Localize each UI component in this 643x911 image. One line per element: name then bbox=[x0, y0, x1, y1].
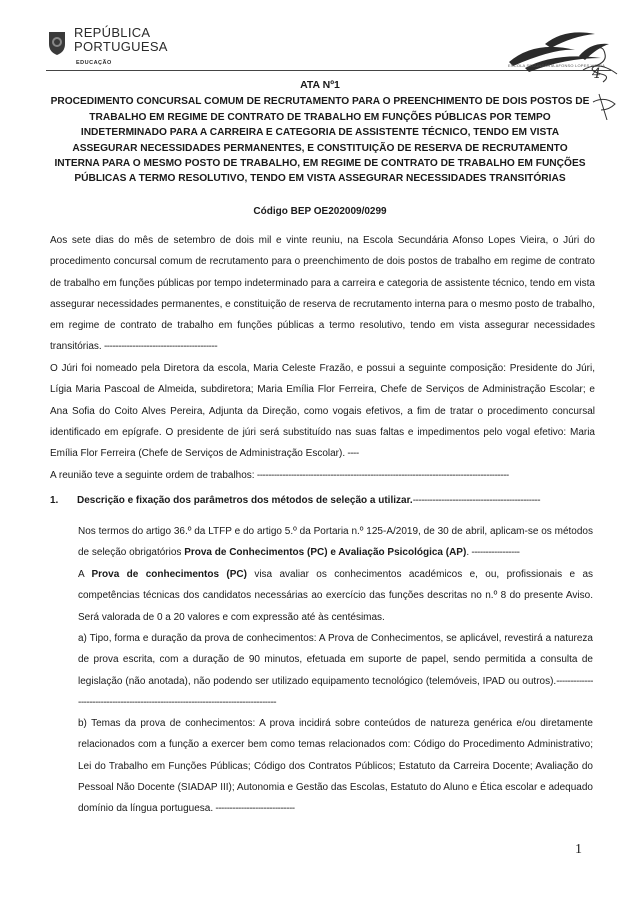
section-1-paragraph-1: Nos termos do artigo 36.º da LTFP e do artigo 5.º da Portaria n.º 125-A/2019, de 30 de abril, aplicam-se os métodos de seleção obrigatórios Prova de Conhecimentos (PC) e Avaliação Psicológica (AP). ----------------- bbox=[78, 526, 593, 559]
education-label: EDUCAÇÃO bbox=[76, 60, 112, 66]
section-1-paragraph-2: A Prova de conhecimentos (PC) visa avaliar os conhecimentos académicos e, ou, profissionais e as competências técnicas dos candidatos necessárias ao exercício das funções descritas no n.º 8 do presente Aviso. Será valorada de 0 a 20 valores e com expressão até às centésimas. bbox=[78, 569, 594, 623]
intro-paragraph-3: A reunião teve a seguinte ordem de trabalhos: ----------------------------------------------------------------------------------------- bbox=[50, 470, 509, 481]
bep-code: Código BEP OE202009/0299 bbox=[253, 206, 387, 217]
document-title bbox=[50, 78, 590, 187]
page-header bbox=[0, 0, 643, 80]
intro-paragraph-1: Aos sete dias do mês de setembro de dois mil e vinte reuniu, na Escola Secundária Afonso Lopes Vieira, o Júri do procedimento concursal comum de recrutamento para o preenchimento de dois postos de trabalho em regime de contrato de trabalho em funções públicas por tempo indeterminado para a carreira e categoria de assistente técnico, tendo em vista assegurar necessidades permanentes, e constituição de reserva de recrutamento interna para o mesmo posto de trabalho, em regime de contrato de trabalho em funções públicas a termo resolutivo, tendo em vista assegurar necessidades transitórias. ---------------------------------------- bbox=[50, 235, 595, 353]
ata-number: ATA Nº1 bbox=[300, 79, 340, 91]
handwritten-number: 4 bbox=[592, 66, 601, 82]
section-1-item-a: a) Tipo, forma e duração da prova de conhecimentos: A Prova de Conhecimentos, se aplicável, revestirá a natureza de prova escrita, com a duração de 90 minutos, efetuada em suporte de papel, sendo permitida a consulta de legislação (não anotada), não podendo ser utilizado equipamento tecnológico (telemóveis, IPAD ou outros).----------------------------------------------------------------------------------- bbox=[78, 633, 593, 708]
republica-portuguesa-label: REPÚBLICA PORTUGUESA bbox=[74, 25, 168, 54]
school-caption: ESCOLA SECUNDÁRIA AFONSO LOPES VIEIRA bbox=[508, 63, 605, 68]
title-heading: PROCEDIMENTO CONCURSAL COMUM DE RECRUTAMENTO PARA O PREENCHIMENTO DE DOIS POSTOS DE TRABALHO EM REGIME DE CONTRATO DE TRABALHO EM FUNÇÕES PÚBLICAS POR TEMPO INDETERMINADO PARA A CARREIRA E CATEGORIA DE ASSISTENTE TÉCNICO, TENDO EM VISTA ASSEGURAR NECESSIDADES PERMANENTES, E CONSTITUIÇÃO DE RESERVA DE RECRUTAMENTO INTERNA PARA O MESMO POSTO DE TRABALHO, EM REGIME DE CONTRATO DE TRABALHO EM FUNÇÕES PÚBLICAS A TERMO RESOLUTIVO, TENDO EM VISTA ASSEGURAR NECESSIDADES TRANSITÓRIAS bbox=[50, 96, 590, 185]
republica-portuguesa-emblem-icon bbox=[46, 30, 68, 56]
section-1-heading: 1. Descrição e fixação dos parâmetros dos métodos de seleção a utilizar.--------------------------------------------- bbox=[50, 495, 541, 506]
section-1-item-b: b) Temas da prova de conhecimentos: A prova incidirá sobre conteúdos de natureza genérica e/ou diretamente relacionados com a função a exercer bem como temas relacionados com: Código do Procedimento Administrativo; Lei do Trabalho em Funções Públicas; Código dos Contratos Públicos; Estatuto da Carreira Docente; Avaliação do Pessoal Não Docente (SIADAP III); Autonomia e Gestão das Escolas, Estatuto do Aluno e Ética escolar e adequado domínio da língua portuguesa. ---------------------------- bbox=[78, 718, 593, 815]
page-number: 1 bbox=[575, 842, 582, 857]
intro-paragraph-2: O Júri foi nomeado pela Diretora da escola, Maria Celeste Frazão, e possui a seguinte composição: Presidente do Júri, Lígia Maria Pascoal de Almeida, subdiretora; Maria Emília Flor Ferreira, Chefe de Serviços de Administração Escolar; e Ana Sofia do Coito Alves Pereira, Adjunta da Direção, como vogais efetivos, a fim de tratar o procedimento concursal identificado em epígrafe. O presidente de júri será substituído nas suas faltas e impedimentos pelo vogal efetivo: Maria Emília Flor Ferreira (Chefe de Serviços de Administração Escolar). ---- bbox=[50, 363, 595, 460]
